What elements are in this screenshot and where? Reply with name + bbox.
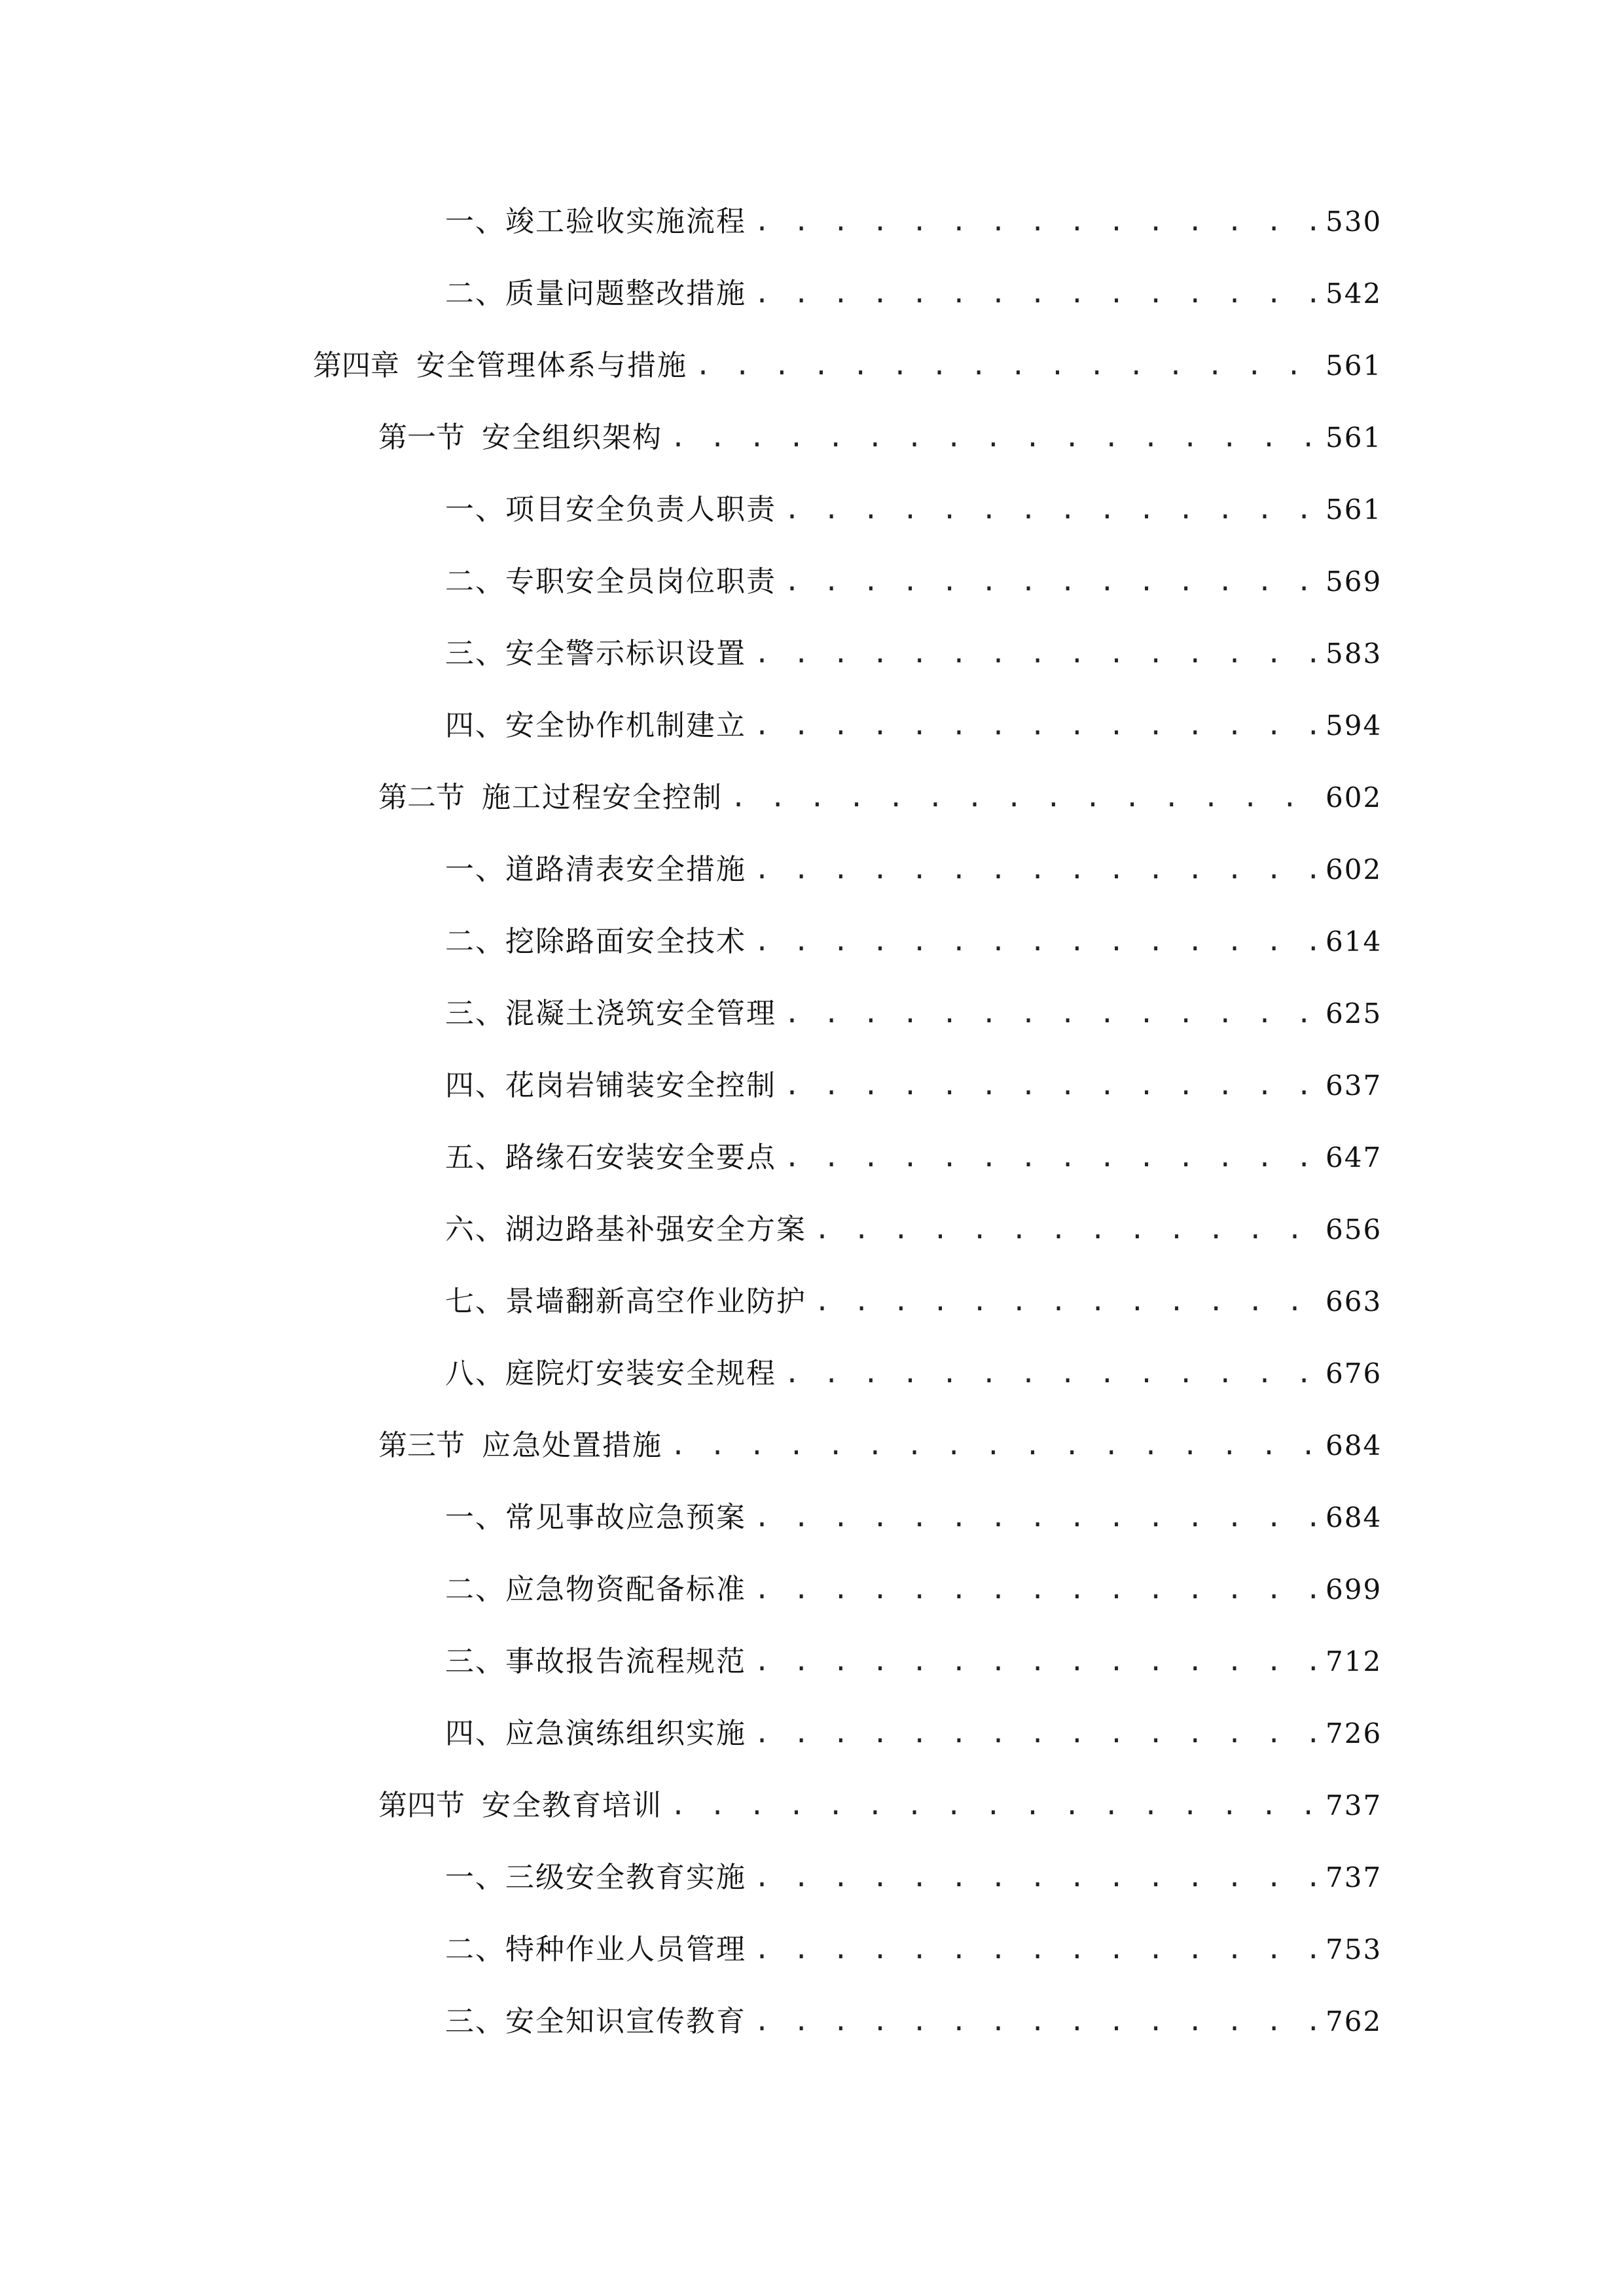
toc-entry-page: 583 (1326, 637, 1382, 670)
dot-leader (754, 1715, 1316, 1752)
toc-entry-title: 道路清表安全措施 (505, 853, 746, 886)
toc-entry-content (445, 636, 1380, 672)
toc-entry-page: 637 (1326, 1069, 1382, 1102)
toc-section-title: 施工过程安全控制 (482, 781, 723, 814)
toc-entry-number: 五、 (445, 1141, 505, 1174)
toc-entry-page: 530 (1326, 206, 1382, 238)
toc-entry-number: 二、 (445, 565, 505, 598)
toc-entry-title: 景墙翻新高空作业防护 (505, 1285, 806, 1318)
toc-chapter[interactable] (0, 330, 1624, 402)
toc-entry-content (313, 348, 1380, 384)
dot-leader (670, 420, 1316, 456)
toc-section-number: 第四节 (378, 1789, 465, 1822)
toc-entry-content (445, 924, 1380, 960)
toc-entry-page: 762 (1326, 2005, 1382, 2037)
toc-entry-page: 594 (1326, 709, 1382, 742)
toc-entry-number: 三、 (445, 997, 505, 1030)
toc-entry-number: 四、 (445, 1069, 505, 1102)
toc-entry-page: 676 (1326, 1357, 1382, 1390)
toc-entry-page: 569 (1326, 565, 1382, 598)
toc-entry-title: 花岗岩铺装安全控制 (505, 1069, 776, 1102)
dot-leader (754, 1859, 1316, 1896)
toc-entry-number: 一、 (445, 493, 505, 526)
toc-entry-content (445, 492, 1380, 528)
toc-entry-content (445, 2003, 1380, 2040)
toc-entry-page: 542 (1326, 278, 1382, 310)
toc-section-title: 应急处置措施 (482, 1429, 662, 1462)
toc-entry-number: 三、 (445, 1645, 505, 1678)
toc-entry-number: 七、 (445, 1285, 505, 1318)
toc-section-number: 第三节 (378, 1429, 465, 1462)
toc-entry[interactable] (0, 1266, 1624, 1338)
toc-entry[interactable] (0, 1842, 1624, 1914)
toc-entry-number: 四、 (445, 709, 505, 742)
toc-entry-page: 684 (1326, 1501, 1382, 1534)
dot-leader (754, 636, 1316, 672)
toc-chapter-title: 安全管理体系与措施 (416, 349, 687, 382)
dot-leader (754, 1571, 1316, 1608)
dot-leader (754, 924, 1316, 960)
toc-entry-number: 二、 (445, 1933, 505, 1966)
toc-entry[interactable] (0, 1554, 1624, 1626)
toc-entry[interactable] (0, 1122, 1624, 1194)
toc-entry-page: 602 (1326, 781, 1382, 814)
toc-entry[interactable] (0, 978, 1624, 1050)
toc-entry-content (378, 1427, 1380, 1464)
toc-entry-title: 庭院灯安装安全规程 (505, 1357, 776, 1390)
toc-entry[interactable] (0, 1050, 1624, 1122)
toc-entry-page: 647 (1326, 1141, 1382, 1174)
toc-section-title: 安全组织架构 (482, 421, 662, 454)
dot-leader (814, 1283, 1316, 1320)
toc-section[interactable] (0, 402, 1624, 474)
toc-entry-content (378, 1787, 1380, 1824)
toc-entry-page: 656 (1326, 1213, 1382, 1246)
toc-entry-title: 安全协作机制建立 (505, 709, 746, 742)
toc-entry-number: 二、 (445, 277, 505, 310)
toc-entry-content (445, 204, 1380, 240)
dot-leader (784, 1355, 1316, 1392)
toc-entry-title: 事故报告流程规范 (505, 1645, 746, 1678)
toc-entry-content (445, 996, 1380, 1032)
dot-leader (731, 780, 1316, 816)
toc-entry[interactable] (0, 690, 1624, 762)
toc-entry-title: 挖除路面安全技术 (505, 925, 746, 958)
toc-entry-title: 竣工验收实施流程 (505, 205, 746, 238)
dot-leader (784, 996, 1316, 1032)
toc-entry-content (445, 1211, 1380, 1248)
toc-entry-content (445, 1715, 1380, 1752)
toc-entry-number: 二、 (445, 1573, 505, 1606)
toc-entry-content (445, 1283, 1380, 1320)
toc-entry-page: 753 (1326, 1933, 1382, 1965)
toc-entry[interactable] (0, 1338, 1624, 1410)
toc-entry-title: 混凝土浇筑安全管理 (505, 997, 776, 1030)
toc-entry-content (445, 1355, 1380, 1392)
toc-entry[interactable] (0, 546, 1624, 618)
toc-entry-number: 一、 (445, 1501, 505, 1534)
toc-section-number: 第一节 (378, 421, 465, 454)
toc-entry-title: 应急演练组织实施 (505, 1717, 746, 1750)
toc-entry[interactable] (0, 1482, 1624, 1554)
toc-entry-number: 二、 (445, 925, 505, 958)
toc-entry[interactable] (0, 1626, 1624, 1698)
table-of-contents (0, 186, 1624, 2058)
toc-entry-title: 应急物资配备标准 (505, 1573, 746, 1606)
dot-leader (784, 492, 1316, 528)
dot-leader (754, 708, 1316, 744)
toc-entry-content (445, 564, 1380, 600)
toc-entry-title: 特种作业人员管理 (505, 1933, 746, 1966)
toc-entry[interactable] (0, 474, 1624, 546)
toc-entry-page: 699 (1326, 1573, 1382, 1605)
toc-entry-title: 常见事故应急预案 (505, 1501, 746, 1534)
toc-entry-number: 一、 (445, 853, 505, 886)
toc-entry-number: 一、 (445, 205, 505, 238)
toc-section[interactable] (0, 1410, 1624, 1482)
toc-entry-title: 湖边路基补强安全方案 (505, 1213, 806, 1246)
toc-entry-content (378, 780, 1380, 816)
toc-entry-content (445, 1067, 1380, 1104)
toc-entry-page: 561 (1326, 422, 1382, 454)
dot-leader (754, 1499, 1316, 1536)
dot-leader (784, 1139, 1316, 1176)
dot-leader (754, 204, 1316, 240)
toc-entry[interactable] (0, 1914, 1624, 1986)
toc-entry-number: 四、 (445, 1717, 505, 1750)
dot-leader (670, 1787, 1316, 1824)
toc-section[interactable] (0, 762, 1624, 834)
toc-entry-content (445, 1931, 1380, 1968)
toc-entry[interactable] (0, 1986, 1624, 2058)
toc-entry-page: 684 (1326, 1429, 1382, 1462)
toc-entry-content (378, 420, 1380, 456)
toc-entry[interactable] (0, 834, 1624, 906)
toc-entry-content (445, 852, 1380, 888)
toc-entry-number: 六、 (445, 1213, 505, 1246)
dot-leader (670, 1427, 1316, 1464)
toc-entry[interactable] (0, 906, 1624, 978)
toc-entry-number: 一、 (445, 1861, 505, 1894)
toc-entry-number: 八、 (445, 1357, 505, 1390)
dot-leader (754, 276, 1316, 312)
toc-entry-page: 726 (1326, 1717, 1382, 1749)
toc-section[interactable] (0, 1770, 1624, 1842)
dot-leader (754, 2003, 1316, 2040)
toc-entry-content (445, 1643, 1380, 1680)
toc-entry[interactable] (0, 1698, 1624, 1770)
toc-entry-title: 专职安全员岗位职责 (505, 565, 776, 598)
toc-entry-content (445, 1499, 1380, 1536)
toc-entry-title: 质量问题整改措施 (505, 277, 746, 310)
toc-entry[interactable] (0, 186, 1624, 258)
dot-leader (754, 1931, 1316, 1968)
dot-leader (784, 564, 1316, 600)
toc-entry-page: 737 (1326, 1789, 1382, 1821)
toc-entry-number: 三、 (445, 637, 505, 670)
toc-entry-page: 663 (1326, 1285, 1382, 1318)
toc-entry-content (445, 1139, 1380, 1176)
toc-entry-title: 项目安全负责人职责 (505, 493, 776, 526)
toc-entry[interactable] (0, 258, 1624, 330)
dot-leader (754, 852, 1316, 888)
toc-entry-content (445, 1571, 1380, 1608)
toc-entry-page: 602 (1326, 853, 1382, 886)
toc-section-number: 第二节 (378, 781, 465, 814)
toc-entry-page: 712 (1326, 1645, 1382, 1677)
toc-chapter-number: 第四章 (313, 349, 399, 382)
toc-entry-number: 三、 (445, 2005, 505, 2038)
toc-entry-content (445, 708, 1380, 744)
dot-leader (784, 1067, 1316, 1104)
toc-section-title: 安全教育培训 (482, 1789, 662, 1822)
dot-leader (754, 1643, 1316, 1680)
dot-leader (814, 1211, 1316, 1248)
toc-entry-page: 614 (1326, 925, 1382, 958)
toc-entry-title: 安全警示标识设置 (505, 637, 746, 670)
dot-leader (695, 348, 1316, 384)
toc-entry-content (445, 276, 1380, 312)
toc-entry-title: 安全知识宣传教育 (505, 2005, 746, 2038)
toc-entry-content (445, 1859, 1380, 1896)
toc-entry[interactable] (0, 618, 1624, 690)
toc-entry-page: 561 (1326, 493, 1382, 526)
toc-entry-title: 三级安全教育实施 (505, 1861, 746, 1894)
toc-entry[interactable] (0, 1194, 1624, 1266)
toc-entry-page: 737 (1326, 1861, 1382, 1893)
toc-entry-page: 625 (1326, 997, 1382, 1030)
toc-entry-title: 路缘石安装安全要点 (505, 1141, 776, 1174)
toc-entry-page: 561 (1326, 350, 1382, 382)
